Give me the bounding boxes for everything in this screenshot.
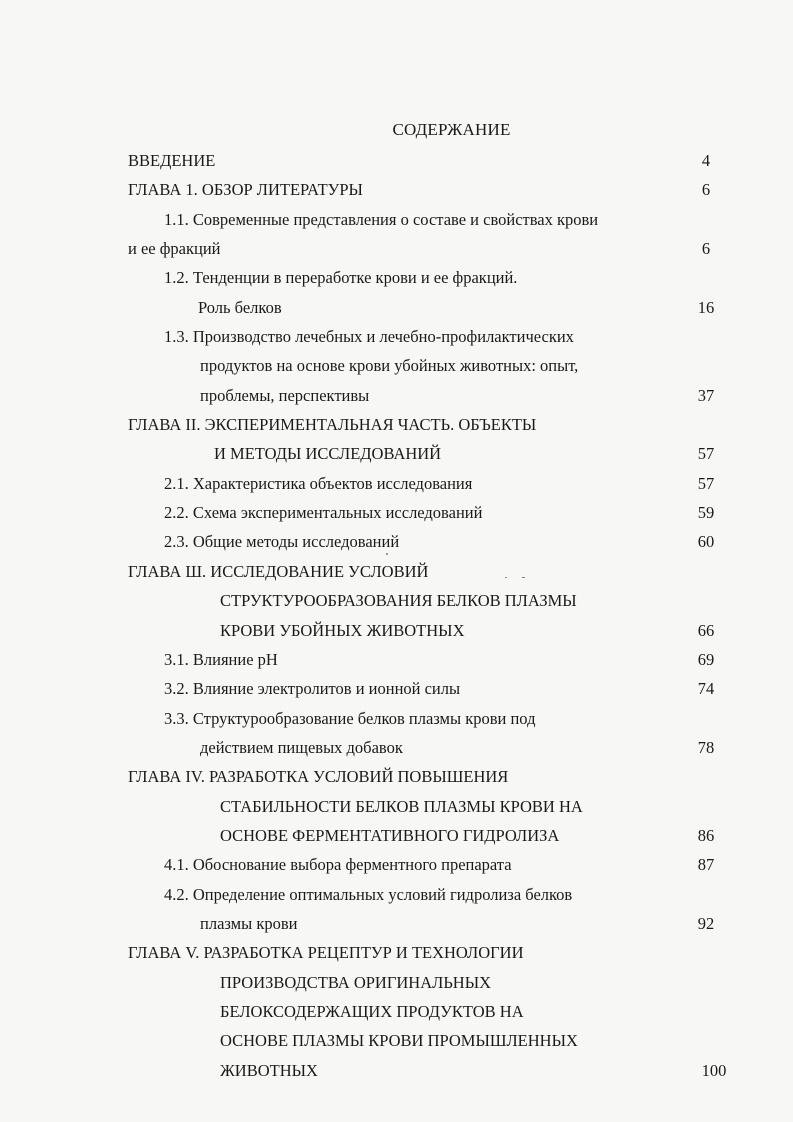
toc-entry-title: 2.1. Характеристика объектов исследования	[164, 473, 473, 493]
toc-entry-title: проблемы, перспективы	[200, 385, 370, 405]
toc-entry-title: ПРОИЗВОДСТВА ОРИГИНАЛЬНЫХ	[220, 972, 492, 992]
toc-entry-page-number: 78	[697, 737, 715, 757]
toc-entry	[0, 381, 793, 410]
scan-speck	[522, 577, 525, 578]
toc-entry	[0, 586, 793, 615]
toc-entry	[0, 997, 793, 1026]
toc-entry-title: СТРУКТУРООБРАЗОВАНИЯ БЕЛКОВ ПЛАЗМЫ	[220, 591, 577, 611]
toc-entry-title: действием пищевых добавок	[200, 737, 403, 757]
toc-entry-title: 2.2. Схема экспериментальных исследований	[164, 503, 483, 523]
toc-entry-title: КРОВИ УБОЙНЫХ ЖИВОТНЫХ	[220, 620, 465, 640]
toc-entry	[0, 968, 793, 997]
toc-entry	[0, 146, 793, 175]
toc-entry-page-number: 16	[697, 297, 715, 317]
toc-entry-title: ГЛАВА Ш. ИССЛЕДОВАНИЕ УСЛОВИЙ	[128, 561, 429, 581]
toc-entry-title: Роль белков	[198, 297, 282, 317]
toc-entry-page-number: 57	[697, 444, 715, 464]
toc-entry-title: СТАБИЛЬНОСТИ БЕЛКОВ ПЛАЗМЫ КРОВИ НА	[220, 796, 583, 816]
toc-entry-page-number: 86	[697, 825, 715, 845]
toc-entry	[0, 850, 793, 879]
toc-entry-title: 2.3. Общие методы исследований	[164, 532, 400, 552]
toc-entry	[0, 410, 793, 439]
toc-entry	[0, 645, 793, 674]
toc-entry-title: ЖИВОТНЫХ	[220, 1060, 318, 1080]
toc-entry	[0, 616, 793, 645]
toc-entry-title: 1.3. Производство лечебных и лечебно-профилактических	[164, 327, 574, 347]
toc-entry	[0, 234, 793, 263]
toc-entry-page-number: 74	[697, 679, 715, 699]
toc-entry-title: продуктов на основе крови убойных животных: опыт,	[200, 356, 579, 376]
toc-entry-title: 3.1. Влияние рН	[164, 649, 278, 669]
toc-entry-title: 3.3. Структурообразование белков плазмы крови под	[164, 708, 536, 728]
toc-entry-title: 1.1. Современные представления о составе и свойствах крови	[164, 209, 599, 229]
toc-entry	[0, 527, 793, 556]
toc-entry-title: ГЛАВА V. РАЗРАБОТКА РЕЦЕПТУР И ТЕХНОЛОГИИ	[128, 943, 524, 963]
toc-entry-page-number: 37	[697, 385, 715, 405]
toc-entry-page-number: 4	[701, 151, 711, 170]
scan-speck	[386, 553, 388, 555]
toc-entry	[0, 498, 793, 527]
toc-entry	[0, 821, 793, 850]
toc-entry	[0, 674, 793, 703]
toc-entry-title: ВВЕДЕНИЕ	[128, 151, 216, 170]
toc-entry	[0, 880, 793, 909]
toc-entry-title: ГЛАВА II. ЭКСПЕРИМЕНТАЛЬНАЯ ЧАСТЬ. ОБЪЕКТЫ	[128, 415, 537, 435]
toc-entry	[0, 792, 793, 821]
table-of-contents	[0, 146, 793, 1085]
toc-entry-page-number: 66	[697, 620, 715, 640]
toc-entry-title: 3.2. Влияние электролитов и ионной силы	[164, 679, 461, 699]
toc-entry	[0, 469, 793, 498]
toc-entry	[0, 762, 793, 791]
toc-entry	[0, 439, 793, 468]
toc-entry-page-number: 6	[701, 239, 711, 259]
toc-entry-title: и ее фракций	[128, 239, 221, 259]
toc-entry	[0, 704, 793, 733]
toc-entry	[0, 557, 793, 586]
toc-entry	[0, 263, 793, 292]
scan-speck	[505, 577, 507, 578]
page-title: СОДЕРЖАНИЕ	[392, 120, 511, 139]
toc-entry-page-number: 6	[701, 180, 711, 200]
toc-entry	[0, 1056, 793, 1085]
toc-entry-title: 1.2. Тенденции в переработке крови и ее фракций.	[164, 268, 518, 288]
toc-entry-page-number: 87	[697, 855, 715, 875]
toc-entry	[0, 175, 793, 204]
toc-entry-page-number: 69	[697, 649, 715, 669]
toc-entry-page-number: 92	[697, 913, 715, 933]
toc-entry	[0, 205, 793, 234]
toc-entry	[0, 938, 793, 967]
toc-entry-title: плазмы крови	[200, 913, 298, 933]
toc-entry-title: И МЕТОДЫ ИССЛЕДОВАНИЙ	[214, 444, 442, 464]
toc-entry-page-number: 60	[697, 532, 715, 552]
toc-entry-page-number: 100	[701, 1060, 727, 1080]
toc-entry-title: ГЛАВА IV. РАЗРАБОТКА УСЛОВИЙ ПОВЫШЕНИЯ	[128, 767, 509, 787]
toc-entry-title: БЕЛОКСОДЕРЖАЩИХ ПРОДУКТОВ НА	[220, 1001, 524, 1021]
toc-entry-title: 4.1. Обоснование выбора ферментного препарата	[164, 855, 512, 875]
toc-entry	[0, 322, 793, 351]
toc-entry-page-number: 57	[697, 473, 715, 493]
toc-entry-title: ОСНОВЕ ФЕРМЕНТАТИВНОГО ГИДРОЛИЗА	[220, 825, 560, 845]
toc-entry	[0, 1026, 793, 1055]
toc-entry-page-number: 59	[697, 503, 715, 523]
toc-entry-title: 4.2. Определение оптимальных условий гидролиза белков	[164, 884, 573, 904]
toc-entry	[0, 733, 793, 762]
toc-entry-title: ОСНОВЕ ПЛАЗМЫ КРОВИ ПРОМЫШЛЕННЫХ	[220, 1031, 578, 1051]
toc-entry	[0, 293, 793, 322]
toc-entry-title: ГЛАВА 1. ОБЗОР ЛИТЕРАТУРЫ	[128, 180, 363, 200]
toc-entry	[0, 909, 793, 938]
toc-entry	[0, 351, 793, 380]
